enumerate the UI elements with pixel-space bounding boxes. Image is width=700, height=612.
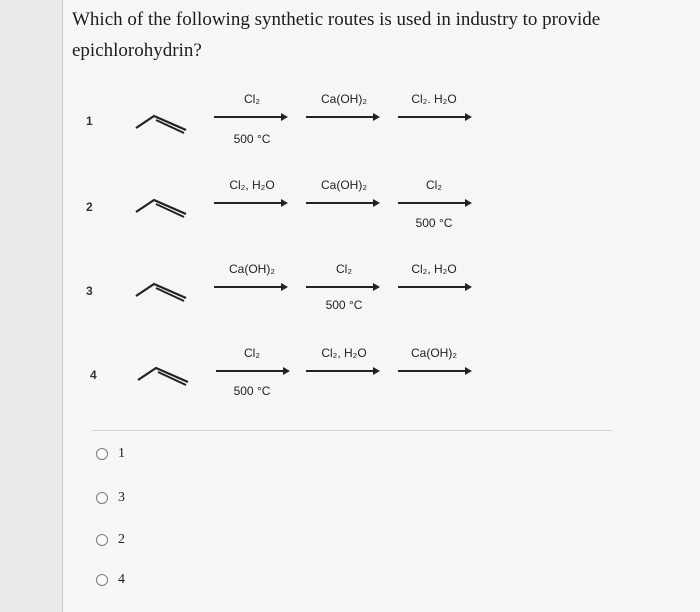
reaction-arrow <box>306 202 378 204</box>
reagent-above: Cl₂ <box>426 178 442 192</box>
reaction-arrow <box>214 202 286 204</box>
option-label: 1 <box>118 446 125 461</box>
reagent-below: 500 °C <box>325 298 363 312</box>
reaction-arrow <box>398 202 470 204</box>
reagent-below: 500 °C <box>415 216 453 230</box>
reaction-arrow <box>306 286 378 288</box>
route-number: 3 <box>86 284 93 298</box>
reaction-arrow <box>216 370 288 372</box>
answer-option[interactable] <box>96 446 125 462</box>
option-label: 2 <box>118 532 125 547</box>
route-number: 1 <box>86 114 93 128</box>
reagent-above: Cl₂ <box>336 262 352 276</box>
reagent-below: 500 °C <box>233 132 271 146</box>
reaction-arrow <box>214 116 286 118</box>
reagent-above: Cl₂, H₂O <box>229 178 275 192</box>
reaction-arrow <box>306 116 378 118</box>
reagent-above: Ca(OH)₂ <box>321 92 367 106</box>
reagent-above: Cl₂. H₂O <box>411 92 457 106</box>
section-divider <box>92 430 612 431</box>
answer-option[interactable] <box>96 490 125 506</box>
propene-structure <box>134 194 190 218</box>
question-text: Which of the following synthetic routes is used in industry to provide epichlorohydrin? <box>72 9 601 61</box>
route-number: 2 <box>86 200 93 214</box>
reagent-above: Ca(OH)₂ <box>411 346 457 360</box>
reaction-arrow <box>398 286 470 288</box>
answer-option[interactable] <box>96 532 125 548</box>
option-label: 4 <box>118 572 125 587</box>
reagent-above: Cl₂ <box>244 92 260 106</box>
reagent-above: Ca(OH)₂ <box>321 178 367 192</box>
propene-structure <box>136 362 192 386</box>
radio-button[interactable] <box>96 574 108 586</box>
radio-button[interactable] <box>96 448 108 460</box>
propene-structure <box>134 110 190 134</box>
reaction-arrow <box>214 286 286 288</box>
option-label: 3 <box>118 490 125 505</box>
route-number: 4 <box>90 368 97 382</box>
radio-button[interactable] <box>96 492 108 504</box>
reagent-above: Cl₂, H₂O <box>411 262 457 276</box>
reagent-above: Ca(OH)₂ <box>229 262 275 276</box>
reaction-arrow <box>398 370 470 372</box>
reaction-arrow <box>398 116 470 118</box>
reagent-above: Cl₂ <box>244 346 260 360</box>
radio-button[interactable] <box>96 534 108 546</box>
reaction-arrow <box>306 370 378 372</box>
propene-structure <box>134 278 190 302</box>
reagent-above: Cl₂, H₂O <box>321 346 367 360</box>
reaction-scheme <box>62 70 700 430</box>
reagent-below: 500 °C <box>233 384 271 398</box>
answer-option[interactable] <box>96 572 125 588</box>
